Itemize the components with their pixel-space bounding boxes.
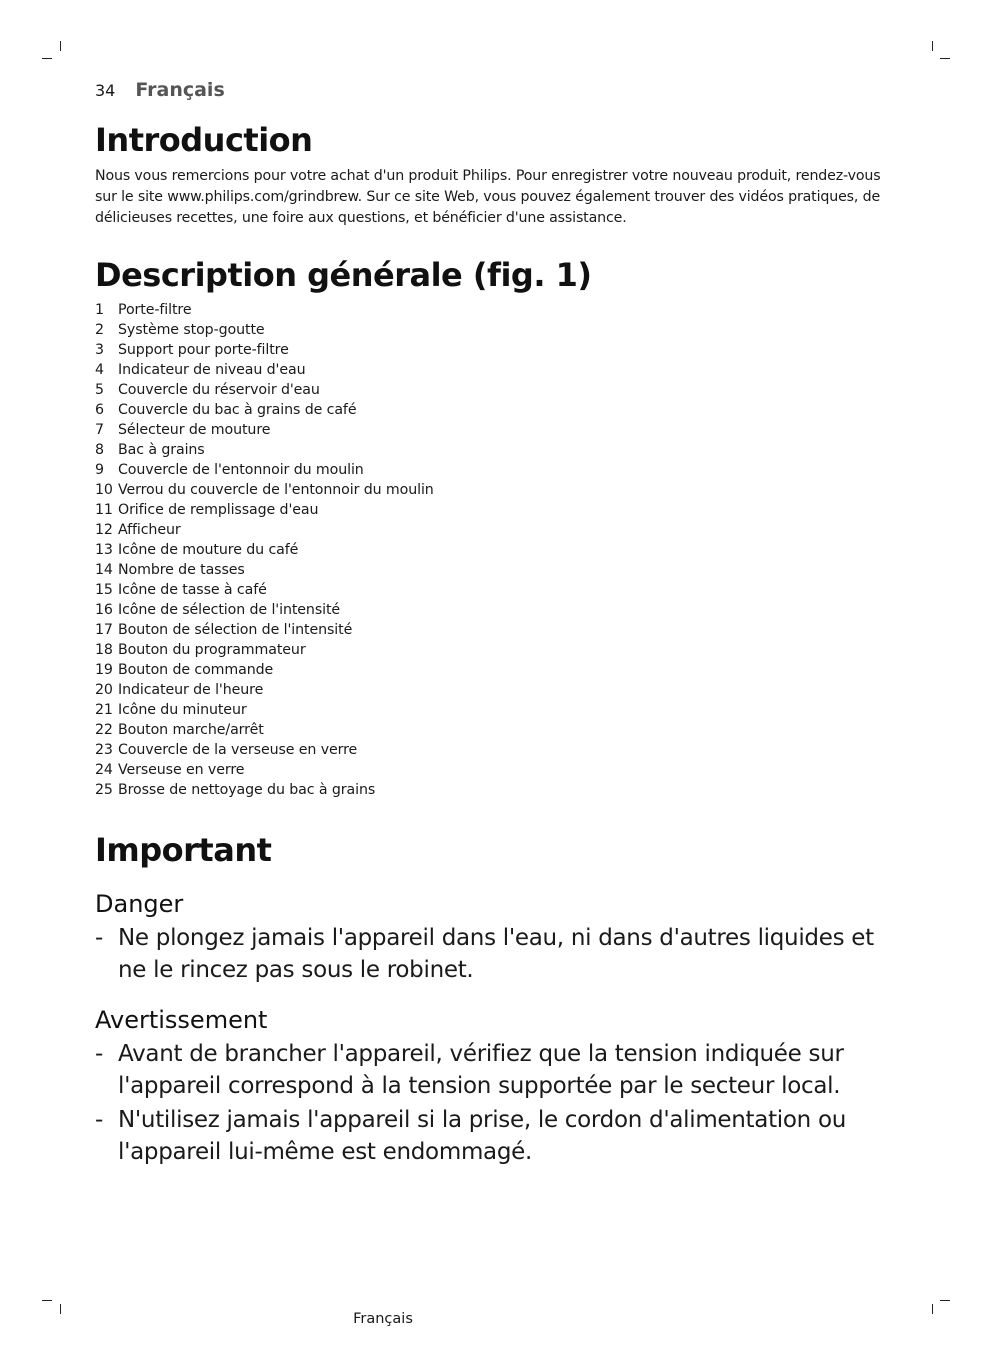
bullet-text: Ne plongez jamais l'appareil dans l'eau, ni dans d'autres liquides et ne le rincez pas sous le robinet. bbox=[118, 925, 874, 983]
list-item bbox=[95, 720, 895, 740]
list-item bbox=[95, 760, 895, 780]
description-title: Description générale (fig. 1) bbox=[95, 256, 592, 294]
list-item bbox=[95, 460, 895, 480]
header-language: Français bbox=[135, 79, 225, 101]
bullet-item bbox=[95, 922, 895, 986]
item-number: 21 bbox=[95, 702, 113, 718]
list-item bbox=[95, 540, 895, 560]
item-label: Système stop-goutte bbox=[118, 322, 265, 338]
page-footer: Français bbox=[353, 1311, 413, 1327]
item-number: 9 bbox=[95, 462, 104, 478]
introduction-title: Introduction bbox=[95, 121, 313, 159]
warning-title: Avertissement bbox=[95, 1006, 268, 1034]
list-item bbox=[95, 320, 895, 340]
important-title: Important bbox=[95, 831, 272, 869]
danger-bullets bbox=[95, 922, 895, 986]
item-number: 13 bbox=[95, 542, 113, 558]
page-content bbox=[95, 118, 895, 1168]
item-label: Couvercle de l'entonnoir du moulin bbox=[118, 462, 364, 478]
item-label: Icône de sélection de l'intensité bbox=[118, 602, 341, 618]
list-item bbox=[95, 440, 895, 460]
list-item bbox=[95, 300, 895, 320]
crop-mark bbox=[932, 1304, 933, 1314]
list-item bbox=[95, 660, 895, 680]
item-number: 23 bbox=[95, 742, 113, 758]
item-label: Indicateur de l'heure bbox=[118, 682, 264, 698]
crop-mark bbox=[932, 41, 933, 51]
item-label: Support pour porte-filtre bbox=[118, 342, 289, 358]
bullet-dash: - bbox=[95, 925, 103, 951]
introduction-text: Nous vous remercions pour votre achat d'un produit Philips. Pour enregistrer votre nouveau produit, rendez-vous sur le site www.philips.com/grindbrew. Sur ce site Web, vous pouvez également trouver des vidéos pratiques, de délicieuses recettes, une foire aux questions, et bénéficier d'une assistance. bbox=[95, 168, 881, 226]
item-label: Porte-filtre bbox=[118, 302, 192, 318]
danger-title: Danger bbox=[95, 890, 184, 918]
item-number: 24 bbox=[95, 762, 113, 778]
item-label: Bouton de sélection de l'intensité bbox=[118, 622, 353, 638]
item-label: Orifice de remplissage d'eau bbox=[118, 502, 319, 518]
list-item bbox=[95, 500, 895, 520]
item-label: Brosse de nettoyage du bac à grains bbox=[118, 782, 376, 798]
list-item bbox=[95, 680, 895, 700]
crop-mark bbox=[42, 1300, 52, 1301]
item-number: 16 bbox=[95, 602, 113, 618]
list-item bbox=[95, 380, 895, 400]
bullet-item bbox=[95, 1104, 895, 1168]
item-label: Couvercle de la verseuse en verre bbox=[118, 742, 358, 758]
item-number: 14 bbox=[95, 562, 113, 578]
item-number: 22 bbox=[95, 722, 113, 738]
item-label: Verseuse en verre bbox=[118, 762, 245, 778]
list-item bbox=[95, 400, 895, 420]
item-number: 20 bbox=[95, 682, 113, 698]
item-label: Nombre de tasses bbox=[118, 562, 245, 578]
item-number: 15 bbox=[95, 582, 113, 598]
item-number: 7 bbox=[95, 422, 104, 438]
item-label: Icône de mouture du café bbox=[118, 542, 299, 558]
item-number: 10 bbox=[95, 482, 113, 498]
item-number: 6 bbox=[95, 402, 104, 418]
bullet-text: Avant de brancher l'appareil, vérifiez que la tension indiquée sur l'appareil correspond à la tension supportée par le secteur local. bbox=[118, 1041, 844, 1099]
item-label: Indicateur de niveau d'eau bbox=[118, 362, 306, 378]
parts-list bbox=[95, 300, 895, 800]
page-header bbox=[95, 79, 225, 101]
item-number: 19 bbox=[95, 662, 113, 678]
list-item bbox=[95, 560, 895, 580]
item-label: Bouton du programmateur bbox=[118, 642, 306, 658]
item-label: Bouton de commande bbox=[118, 662, 274, 678]
bullet-item bbox=[95, 1038, 895, 1102]
item-number: 4 bbox=[95, 362, 104, 378]
item-label: Couvercle du bac à grains de café bbox=[118, 402, 357, 418]
list-item bbox=[95, 520, 895, 540]
item-number: 8 bbox=[95, 442, 104, 458]
item-label: Afficheur bbox=[118, 522, 181, 538]
warning-bullets bbox=[95, 1038, 895, 1168]
crop-mark bbox=[42, 58, 52, 59]
list-item bbox=[95, 700, 895, 720]
item-number: 12 bbox=[95, 522, 113, 538]
list-item bbox=[95, 340, 895, 360]
item-label: Couvercle du réservoir d'eau bbox=[118, 382, 320, 398]
crop-mark bbox=[940, 1300, 950, 1301]
item-number: 3 bbox=[95, 342, 104, 358]
item-label: Icône de tasse à café bbox=[118, 582, 267, 598]
list-item bbox=[95, 780, 895, 800]
list-item bbox=[95, 480, 895, 500]
item-number: 2 bbox=[95, 322, 104, 338]
item-number: 1 bbox=[95, 302, 104, 318]
item-number: 17 bbox=[95, 622, 113, 638]
item-label: Verrou du couvercle de l'entonnoir du moulin bbox=[118, 482, 434, 498]
item-label: Icône du minuteur bbox=[118, 702, 247, 718]
item-label: Bouton marche/arrêt bbox=[118, 722, 264, 738]
list-item bbox=[95, 420, 895, 440]
item-number: 11 bbox=[95, 502, 113, 518]
list-item bbox=[95, 740, 895, 760]
bullet-dash: - bbox=[95, 1041, 103, 1067]
list-item bbox=[95, 620, 895, 640]
list-item bbox=[95, 600, 895, 620]
item-number: 5 bbox=[95, 382, 104, 398]
item-label: Bac à grains bbox=[118, 442, 205, 458]
crop-mark bbox=[940, 58, 950, 59]
item-number: 18 bbox=[95, 642, 113, 658]
list-item bbox=[95, 580, 895, 600]
bullet-text: N'utilisez jamais l'appareil si la prise, le cordon d'alimentation ou l'appareil lui-même est endommagé. bbox=[118, 1107, 846, 1165]
item-number: 25 bbox=[95, 782, 113, 798]
list-item bbox=[95, 360, 895, 380]
list-item bbox=[95, 640, 895, 660]
bullet-dash: - bbox=[95, 1107, 103, 1133]
page-number: 34 bbox=[95, 81, 116, 100]
item-label: Sélecteur de mouture bbox=[118, 422, 271, 438]
crop-mark bbox=[60, 41, 61, 51]
